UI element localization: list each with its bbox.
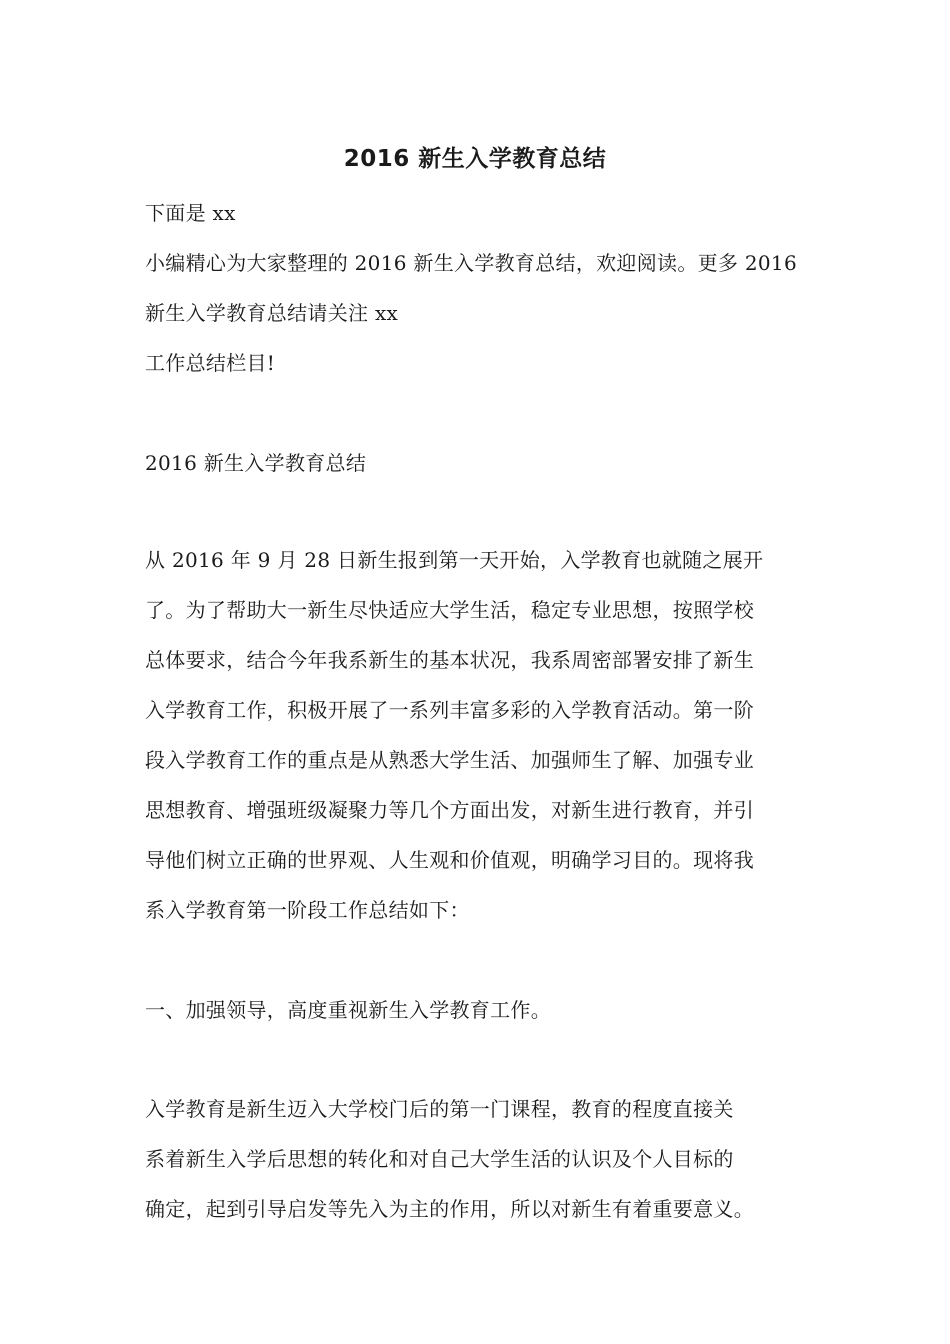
section-subtitle: 2016 新生入学教育总结 xyxy=(145,451,367,475)
paragraph-line: 总体要求，结合今年我系新生的基本状况，我系周密部署安排了新生 xyxy=(145,648,754,672)
paragraph-line: 确定，起到引导启发等先入为主的作用，所以对新生有着重要意义。 xyxy=(145,1197,754,1221)
paragraph-line: 了。为了帮助大一新生尽快适应大学生活，稳定专业思想，按照学校 xyxy=(145,598,754,622)
paragraph-line: 系着新生入学后思想的转化和对自己大学生活的认识及个人目标的 xyxy=(145,1147,734,1171)
paragraph-line: 思想教育、增强班级凝聚力等几个方面出发，对新生进行教育，并引 xyxy=(145,798,754,822)
section-heading: 一、加强领导，高度重视新生入学教育工作。 xyxy=(145,998,551,1022)
intro-line: 新生入学教育总结请关注 xx xyxy=(145,301,399,325)
intro-line: 工作总结栏目! xyxy=(145,351,276,375)
paragraph-line: 入学教育是新生迈入大学校门后的第一门课程，教育的程度直接关 xyxy=(145,1097,734,1121)
intro-line: 小编精心为大家整理的 2016 新生入学教育总结，欢迎阅读。更多 2016 xyxy=(145,251,797,275)
paragraph-line: 从 2016 年 9 月 28 日新生报到第一天开始，入学教育也就随之展开 xyxy=(145,548,764,572)
intro-line: 下面是 xx xyxy=(145,201,236,225)
paragraph-line: 段入学教育工作的重点是从熟悉大学生活、加强师生了解、加强专业 xyxy=(145,748,754,772)
document-title: 2016 新生入学教育总结 xyxy=(343,146,607,172)
paragraph-line: 入学教育工作，积极开展了一系列丰富多彩的入学教育活动。第一阶 xyxy=(145,698,754,722)
paragraph-line: 系入学教育第一阶段工作总结如下： xyxy=(145,898,470,922)
paragraph-line: 导他们树立正确的世界观、人生观和价值观，明确学习目的。现将我 xyxy=(145,848,754,872)
